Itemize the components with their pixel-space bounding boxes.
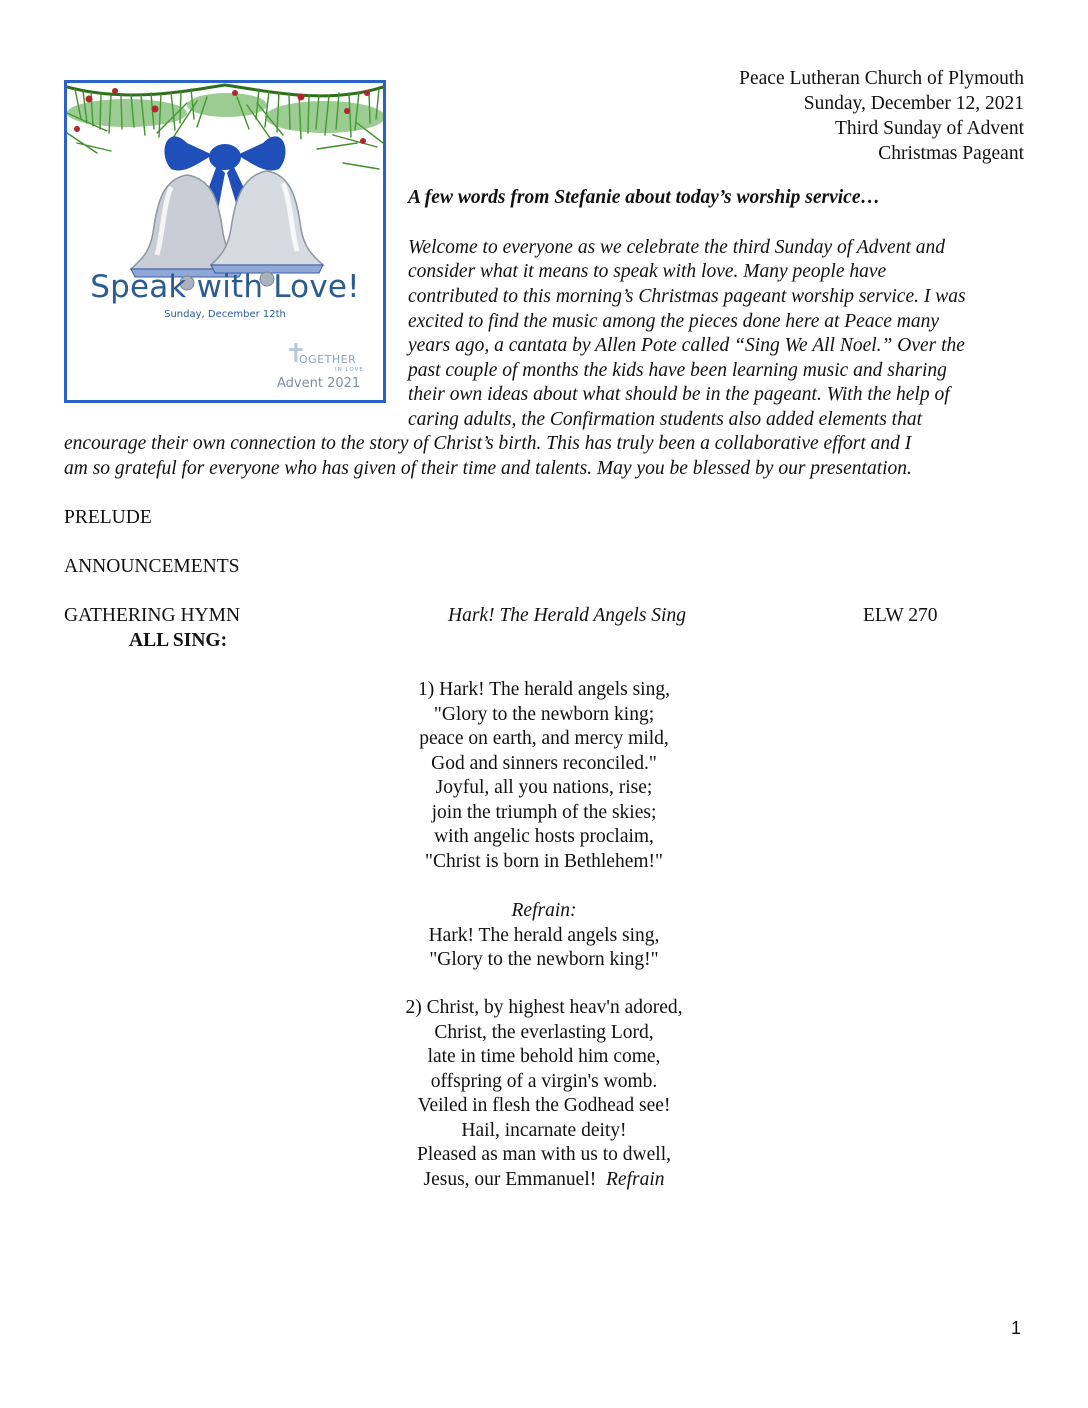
intro-line: their own ideas about what should be in the pageant. With the help of [408, 384, 950, 405]
intro-line: Welcome to everyone as we celebrate the third Sunday of Advent and [408, 237, 946, 258]
all-sing-instruction: ALL SING: [129, 630, 228, 651]
intro-line: caring adults, the Confirmation students also added elements that [408, 409, 923, 430]
verse-line: Hail, incarnate deity! [461, 1119, 627, 1141]
prelude-item: PRELUDE [64, 507, 152, 528]
service-type: Christmas Pageant [878, 143, 1024, 164]
advent-graphic [64, 80, 386, 403]
verse-line: God and sinners reconciled." [431, 752, 657, 774]
intro-line: am so grateful for everyone who has given of their time and talents. May you be blessed by our presentation. [64, 458, 912, 479]
service-date: Sunday, December 12, 2021 [803, 93, 1024, 114]
verse-line: Christ, the everlasting Lord, [434, 1021, 654, 1043]
bulletin-header [739, 66, 1024, 166]
verse-line: Joyful, all you nations, rise; [435, 777, 653, 798]
refrain-line: "Glory to the newborn king!" [429, 949, 659, 970]
verse-line: "Christ is born in Bethlehem!" [425, 850, 663, 872]
logo-line-1: OGETHER [299, 353, 357, 366]
verse-line: 1) Hark! The herald angels sing, [418, 679, 670, 700]
verse-line: Pleased as man with us to dwell, [416, 1144, 671, 1165]
intro-line: encourage their own connection to the story of Christ’s birth. This has truly been a collaborative effort and I [64, 433, 912, 454]
intro-line: excited to find the music among the pieces done here at Peace many [408, 311, 940, 332]
intro-line: years ago, a cantata by Allen Pote called “Sing We All Noel.” Over the [408, 335, 965, 356]
verse-line: Veiled in flesh the Godhead see! [417, 1095, 671, 1116]
verse-line: 2) Christ, by highest heav'n adored, [405, 997, 683, 1018]
intro-line: contributed to this morning’s Christmas pageant worship service. I was [408, 286, 966, 307]
cross-icon: ✝ [285, 339, 307, 369]
refrain-cue: Refrain [606, 1168, 665, 1190]
logo-line-2: IN LOVE [335, 367, 364, 373]
refrain-label: Refrain: [511, 900, 577, 921]
intro-line: consider what it means to speak with love. Many people have [408, 261, 887, 282]
verse-line: peace on earth, and mercy mild, [419, 728, 669, 749]
verse-line-final [344, 1168, 744, 1193]
verse-line: late in time behold him come, [427, 1046, 661, 1067]
verse-line: "Glory to the newborn king; [433, 703, 655, 725]
graphic-date: Sunday, December 12th [164, 309, 286, 320]
gathering-hymn-title: Hark! The Herald Angels Sing [448, 605, 686, 626]
graphic-title: Speak with Love! [90, 269, 360, 305]
verse-line-text: Jesus, our Emmanuel! [423, 1168, 597, 1190]
gathering-hymn-label: GATHERING HYMN [64, 605, 241, 626]
refrain-line: Hark! The herald angels sing, [428, 924, 660, 946]
intro-line: past couple of months the kids have been learning music and sharing [408, 360, 947, 381]
verse-line: join the triumph of the skies; [431, 801, 657, 823]
announcements-item: ANNOUNCEMENTS [64, 556, 240, 577]
hymn-verse-2 [344, 996, 744, 1192]
graphic-series: Advent 2021 [277, 376, 361, 391]
gathering-hymn-number: ELW 270 [863, 605, 938, 626]
verse-line: with angelic hosts proclaim, [434, 826, 654, 847]
liturgical-occasion: Third Sunday of Advent [834, 118, 1024, 139]
hymn-refrain [344, 899, 744, 973]
hymn-verse-1 [344, 678, 744, 874]
intro-heading: A few words from Stefanie about today’s worship service… [408, 187, 880, 208]
verse-line: offspring of a virgin's womb. [430, 1070, 658, 1092]
church-name: Peace Lutheran Church of Plymouth [739, 68, 1024, 89]
page-number: 1 [1011, 1318, 1022, 1338]
